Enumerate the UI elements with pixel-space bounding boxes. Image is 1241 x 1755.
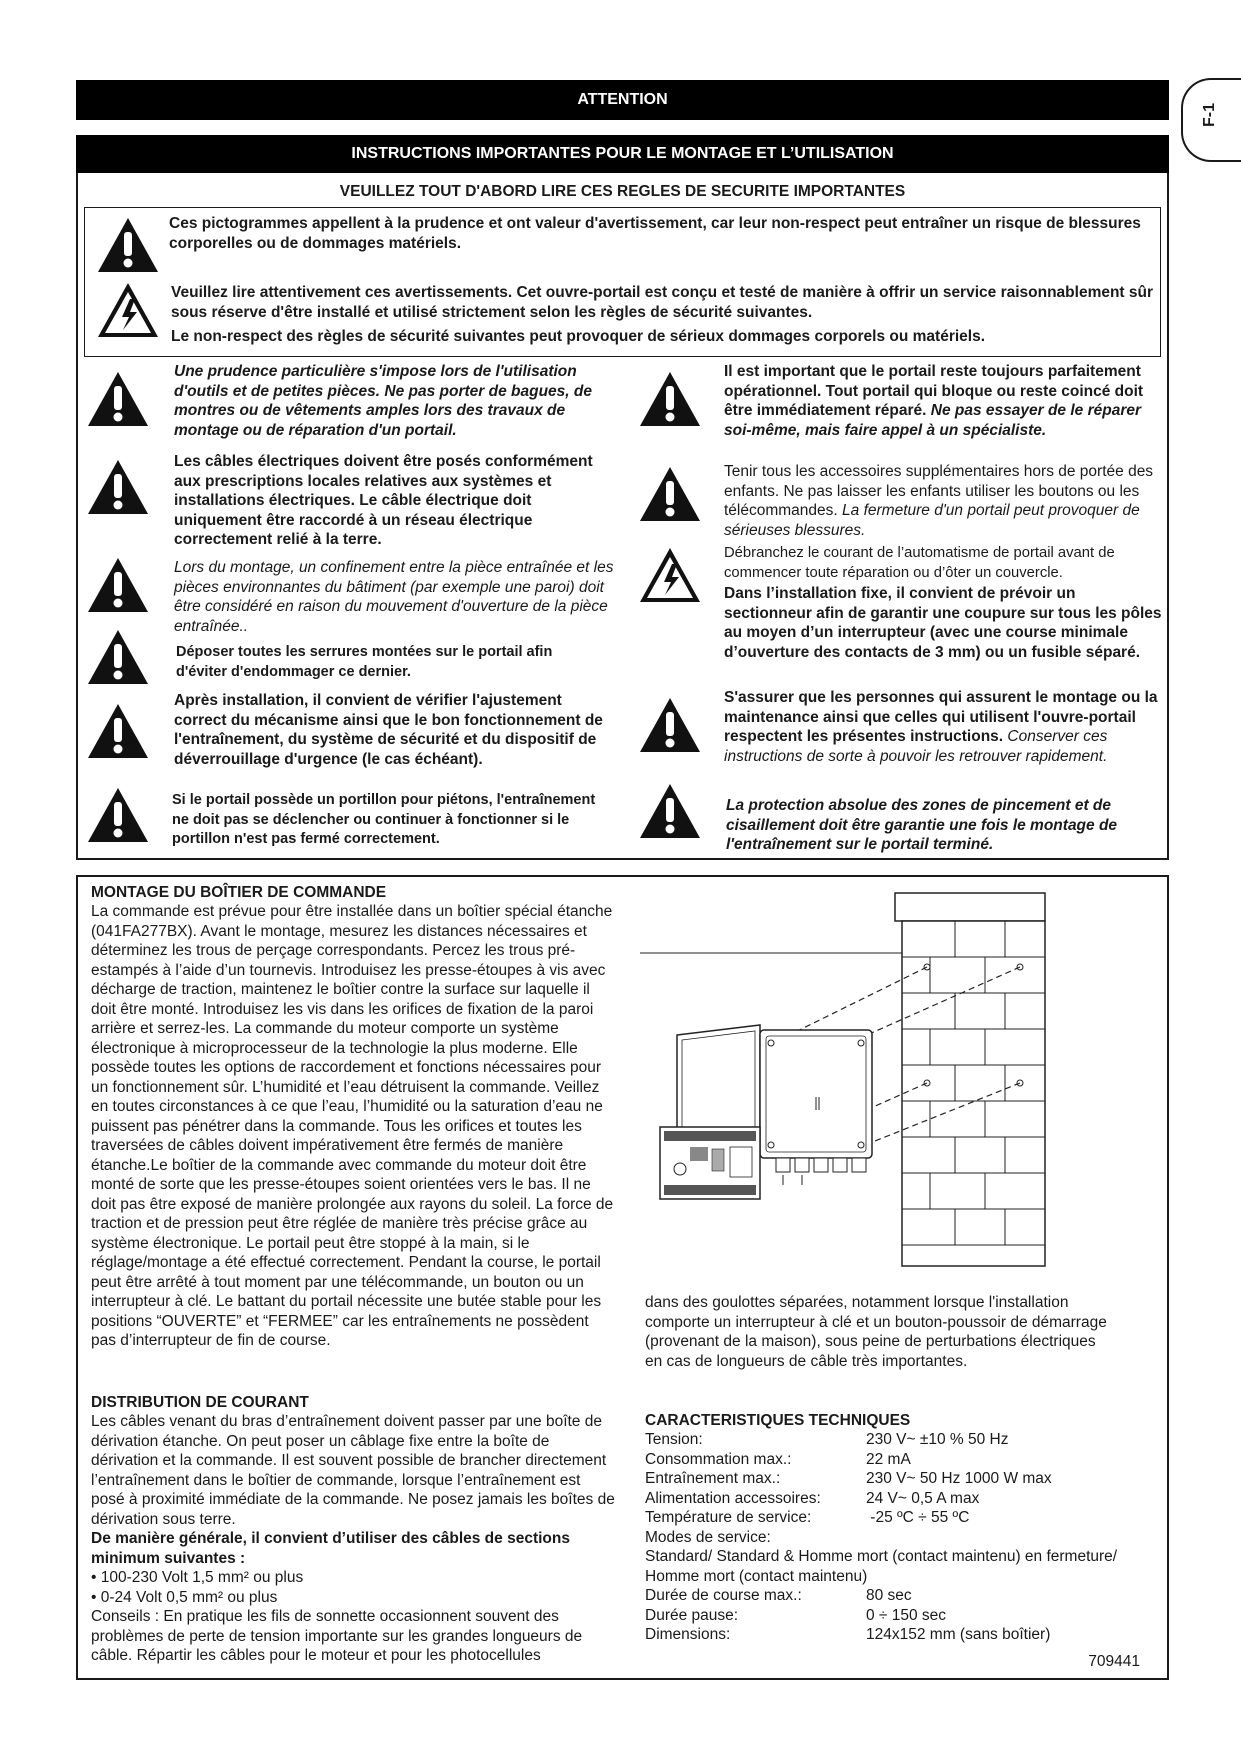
spec-key: Dimensions: <box>645 1626 731 1643</box>
spec-row <box>645 1469 1135 1489</box>
attention-banner: ATTENTION <box>76 80 1169 120</box>
spec-key: Tension: <box>645 1431 703 1448</box>
exclamation-warning-icon <box>86 786 150 844</box>
montage-title: MONTAGE DU BOÎTIER DE COMMANDE <box>91 884 387 901</box>
right-warning-pinch-zones: La protection absolue des zones de pincement et de cisaillement doit être garantie une fois le montage de l'entraînement sur le portail terminé. <box>726 797 1118 853</box>
intro-paragraph-2: Veuillez lire attentivement ces avertissements. Cet ouvre-portail est conçu et testé de manière à offrir un service raisonnablement sûr sous réserve d'être installé et utilisé strictement selon les règles de sécurité suivantes. <box>171 284 1154 321</box>
exclamation-warning-icon <box>86 702 150 760</box>
electric-shock-warning-icon <box>96 281 160 339</box>
distribution-cable-sections: De manière générale, il convient d’utiliser des câbles de sections minimum suivantes : <box>91 1530 570 1567</box>
spec-value: 0 ÷ 150 sec <box>866 1606 947 1624</box>
exclamation-warning-icon <box>638 782 702 840</box>
right-warning-instructions-italic: Conserver ces instructions de sorte à pouvoir les retrouver rapidement. <box>724 728 1108 765</box>
spec-row <box>645 1606 1135 1626</box>
distribution-body: Les câbles venant du bras d’entraînement doivent passer par une boîte de dérivation étanche. On peut poser un câblage fixe entre la boîte de dérivation et la commande. Il est souvent possible de brancher directement l’entraînement dans le boîtier de commande, lorsque l’entraînement est posé à proximité immédiate de la commande. Ne posez jamais les boîtes de dérivation sous terre. <box>91 1413 615 1528</box>
distribution-advice: Conseils : En pratique les fils de sonnette occasionnent souvent des problèmes de perte de tension importante sur les grandes longueurs de câble. Répartir les câbles pour le moteur et pour les photocellules <box>91 1608 583 1664</box>
left-warning-adjustment: Après installation, il convient de vérifier l'ajustement correct du mécanisme ainsi que le bon fonctionnement de l'entraînement, du système de sécurité et du dispositif de déverrouillage d'urgence (le cas échéant). <box>174 692 603 768</box>
spec-value: 24 V~ 0,5 A max <box>866 1489 980 1507</box>
exclamation-warning-icon <box>86 628 150 686</box>
specs-table <box>645 1430 1135 1645</box>
right-warning-children-text: Tenir tous les accessoires supplémentaires hors de portée des enfants. Ne pas laisser les enfants utiliser les boutons ou les télécommandes. <box>724 463 1154 519</box>
left-warning-confinement: Lors du montage, un confinement entre la pièce entraînée et les pièces environnantes du bâtiment (par exemple une paroi) doit être considéré en raison du mouvement d'ouverture de la pièce entraînée.. <box>174 559 614 635</box>
exclamation-warning-icon <box>638 370 702 428</box>
right-warning-instructions <box>724 688 1164 766</box>
left-warning-cables: Les câbles électriques doivent être posés conformément aux prescriptions locales relatives aux systèmes et installations électriques. Le câble électrique doit uniquement être raccordé à un réseau électrique correctement relié à la terre. <box>174 453 593 548</box>
circuit-board <box>660 1127 760 1199</box>
exclamation-warning-icon <box>86 458 150 516</box>
exclamation-warning-icon <box>638 465 702 523</box>
distribution-bullet-1: • 100-230 Volt 1,5 mm² ou plus <box>91 1569 304 1586</box>
spec-value: 80 sec <box>866 1587 912 1604</box>
page-tab-label: F-1 <box>1201 103 1218 127</box>
spec-modes-label: Modes de service: <box>645 1528 771 1546</box>
spec-modes-value: Standard/ Standard & Homme mort (contact maintenu) en fermeture/ Homme mort (contact maintenu) <box>645 1548 1118 1585</box>
right-warning-instructions-bold: S'assurer que les personnes qui assurent le montage ou la maintenance ainsi que celles qui utilisent l'ouvre-portail respectent les présentes instructions. <box>724 689 1158 745</box>
spec-row <box>645 1489 1135 1509</box>
spec-key: Alimentation accessoires: <box>645 1489 821 1507</box>
electric-shock-warning-icon <box>638 546 702 604</box>
right-warning-operational-specialist: Ne pas essayer de le réparer soi-même, mais faire appel à un spécialiste. <box>724 402 1142 439</box>
distribution-title: DISTRIBUTION DE COURANT <box>91 1394 309 1411</box>
spec-key: Consommation max.: <box>645 1450 792 1468</box>
intro-paragraph-3: Le non-respect des règles de sécurité suivantes peut provoquer de sérieux dommages corporels ou matériels. <box>171 328 986 345</box>
exclamation-warning-icon <box>86 556 150 614</box>
distribution-bullet-2: • 0-24 Volt 0,5 mm² ou plus <box>91 1589 278 1606</box>
exclamation-warning-icon <box>86 370 150 428</box>
left-warning-tools: Une prudence particulière s'impose lors de l'utilisation d'outils et de petites pièces. Ne pas porter de bagues, de montres ou de vêtements amples lors des travaux de montage ou de réparation d'un portail. <box>174 363 592 439</box>
page-tab <box>1181 78 1241 162</box>
spec-key: Entraînement max.: <box>645 1470 781 1487</box>
spec-key: Durée de course max.: <box>645 1587 802 1604</box>
specs-title: CARACTERISTIQUES TECHNIQUES <box>645 1412 911 1429</box>
spec-row <box>645 1625 1135 1645</box>
control-box-base <box>760 1030 872 1185</box>
spec-value: 230 V~ ±10 % 50 Hz <box>866 1431 1009 1448</box>
montage-body: La commande est prévue pour être installée dans un boîtier spécial étanche (041FA277BX). Avant le montage, mesurez les distances nécessaires et déterminez les trous de perçage correspondants. Percez les trous pré-estampés à l’aide d’un tournevis. Introduisez les presse-étoupes à vis avec décharge de traction, maintenez le boîtier contre la surface sur laquelle il doit être monté. Introduisez les vis dans les orifices de fixation de la paroi arrière et serrez-les. La commande du moteur comporte un système électronique à microprocesseur de la technologie la plus moderne. Elle possède toutes les options de raccordement et fonctions nécessaires pour un fonctionnement sûr. L’humidité et l’eau détruisent la commande. Veillez en toutes circonstances à ce que l’eau, l’humidité ou la saturation d’eau ne puissent pas pénétrer dans la commande. Tous les orifices et toutes les traversées de câbles doivent impérativement être fermés de manière étanche.Le boîtier de la commande avec commande du moteur doit être monté de sorte que les presse-étoupes soient orientées vers le bas. Il ne doit pas être exposé de manière prolongée aux rayons du soleil. La force de traction et de pression peut être réglée de manière très précise grâce au système électronique. Le portail peut être stoppé à la main, si le réglage/montage a été effectué correctement. Pendant la course, le portail peut être arrêté à tout moment par une télécommande, un bouton ou un interrupteur à clé. Le battant du portail nécessite une butée stable pour les positions “OUVERTE” et “FERMEE” car les entraînements ne possèdent pas d’interrupteur de fin de course. <box>91 903 614 1349</box>
right-warning-operational-bold: Il est important que le portail reste toujours parfaitement opérationnel. Tout portail qui bloque ou reste coincé doit être immédiatement réparé. <box>724 363 1144 419</box>
exclamation-warning-icon <box>638 696 702 754</box>
left-warning-locks: Déposer toutes les serrures montées sur le portail afin d'éviter d'endommager ce dernier. <box>176 644 553 680</box>
exclamation-warning-icon <box>96 216 160 274</box>
instructions-banner: INSTRUCTIONS IMPORTANTES POUR LE MONTAGE ET L’UTILISATION <box>76 135 1169 173</box>
intro-paragraph-1: Ces pictogrammes appellent à la prudence et ont valeur d'avertissement, car leur non-respect peut entraîner un risque de blessures corporelles ou de dommages matériels. <box>169 215 1141 252</box>
spec-value: -25 ºC ÷ 55 ºC <box>866 1509 970 1526</box>
spec-value: 124x152 mm (sans boîtier) <box>866 1626 1051 1643</box>
left-warning-pedestrian-door: Si le portail possède un portillon pour piétons, l'entraînement ne doit pas se déclencher ou continuer à fonctionner si le portillon n'est pas fermé correctement. <box>172 792 596 847</box>
right-warning-power-off: Débranchez le courant de l’automatisme de portail avant de commencer toute réparation ou d’ôter un couvercle. <box>724 545 1115 581</box>
wall-mounting-illustration <box>640 885 1060 1275</box>
spec-value: 22 mA <box>866 1450 911 1468</box>
document-number: 709441 <box>1088 1653 1140 1670</box>
spec-row <box>645 1450 1135 1470</box>
right-warning-children-italic: La fermeture d'un portail peut provoquer de sérieuses blessures. <box>724 502 1140 539</box>
right-warning-children <box>724 462 1159 540</box>
right-warning-disconnector: Dans l’installation fixe, il convient de prévoir un sectionneur afin de garantir une coupure sur tous les pôles au moyen d’un interrupteur (avec une course minimale d’ouverture des contacts de 3 mm) ou un fusible séparé. <box>724 585 1162 661</box>
read-first-heading: VEUILLEZ TOUT D'ABORD LIRE CES REGLES DE SECURITE IMPORTANTES <box>339 183 906 200</box>
spec-row <box>645 1430 1135 1450</box>
distribution-continued: dans des goulottes séparées, notamment lorsque l'installation comporte un interrupteur à clé et un bouton-poussoir de démarrage (provenant de la maison), sous peine de perturbations électriques en cas de longueurs de câble très importantes. <box>645 1294 1107 1370</box>
spec-value: 230 V~ 50 Hz 1000 W max <box>866 1470 1052 1487</box>
spec-row <box>645 1586 1135 1606</box>
spec-key: Température de service: <box>645 1509 812 1526</box>
right-warning-operational <box>724 362 1159 440</box>
spec-row <box>645 1508 1135 1528</box>
spec-key: Durée pause: <box>645 1606 739 1624</box>
